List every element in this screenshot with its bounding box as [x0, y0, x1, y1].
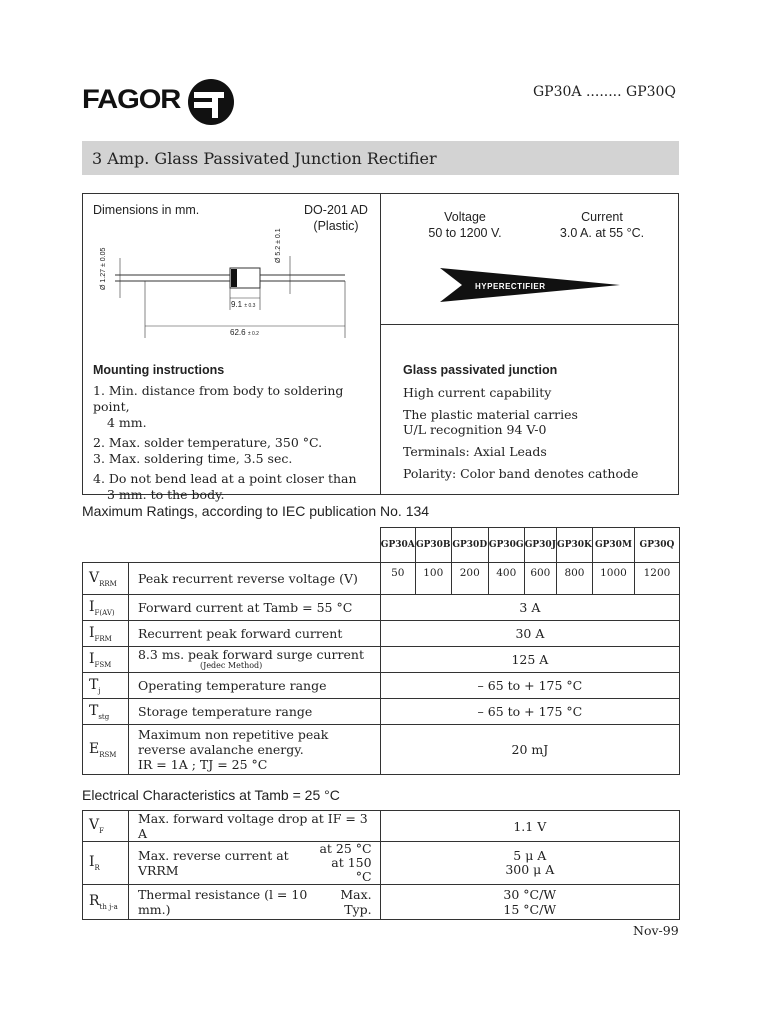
part-range: GP30A ........ GP30Q	[533, 84, 676, 100]
package-type: (Plastic)	[313, 219, 359, 233]
electrical-table	[82, 810, 680, 920]
title-bar	[82, 141, 679, 175]
feature-item: U/L recognition 94 V-0	[403, 422, 547, 437]
dimensions-label: Dimensions in mm.	[93, 203, 200, 217]
lead-diameter: Ø 1.27 ± 0.05	[100, 247, 107, 290]
part-header: GP30A	[380, 528, 415, 563]
divider	[380, 324, 679, 325]
table-row: $I_R$ Max. reverse current at VRRM at 25 °C at 150 °C 5 μ A 300 μ A	[83, 842, 680, 885]
list-item: 3. Max. soldering time, 3.5 sec.	[93, 451, 293, 466]
part-header: GP30B	[415, 528, 451, 563]
part-header: GP30Q	[634, 528, 679, 563]
current-label: Current	[581, 210, 623, 224]
feature-item: Polarity: Color band denotes cathode	[403, 466, 639, 481]
current-value: 3.0 A. at 55 °C.	[559, 226, 645, 240]
divider	[380, 193, 381, 495]
voltage-label: Voltage	[444, 210, 486, 224]
mounting-list	[93, 383, 375, 503]
package-name: DO-201 AD	[304, 203, 368, 217]
electrical-title: Electrical Characteristics at Tamb = 25 °C	[82, 787, 340, 803]
page-title: 3 Amp. Glass Passivated Junction Rectifier	[92, 149, 437, 168]
total-length: 62.6 ± 0.2	[230, 328, 259, 337]
table-row: $T_{stg}$ Storage temperature range – 65 to + 175 °C	[83, 699, 680, 725]
list-item: 3 mm. to the body.	[107, 487, 225, 502]
table-row: $R_{th j-a}$ Thermal resistance (l = 10 mm.) Max. Typ. 30 °C/W 15 °C/W	[83, 885, 680, 920]
body-length: 9.1 ± 0.3	[231, 300, 256, 309]
feature-item: The plastic material carries	[403, 407, 578, 422]
banner-text: HYPERECTIFIER	[475, 282, 546, 291]
table-row: $V_{RRM}$ Peak recurrent reverse voltage (V) 50 100 200 400 600 800 1000 1200	[83, 563, 680, 595]
table-row: $T_j$ Operating temperature range – 65 to + 175 °C	[83, 673, 680, 699]
brand-logo-text: FAGOR	[82, 84, 181, 114]
max-ratings-table	[82, 527, 680, 775]
table-row: $E_{RSM}$ Maximum non repetitive peak reverse avalanche energy. IR = 1A ; TJ = 25 °C 20 mJ	[83, 725, 680, 775]
features-title: Glass passivated junction	[403, 363, 558, 377]
fagor-logo-icon	[186, 78, 236, 126]
feature-item: High current capability	[403, 385, 552, 400]
mounting-title: Mounting instructions	[93, 363, 225, 377]
body-diameter: Ø 5.2 ± 0.1	[275, 228, 282, 263]
diode-dimension-drawing	[100, 228, 360, 343]
part-header: GP30K	[556, 528, 592, 563]
table-row: $V_F$ Max. forward voltage drop at IF = 3 A 1.1 V	[83, 811, 680, 842]
table-row: $I_{FSM}$ 8.3 ms. peak forward surge current (Jedec Method) 125 A	[83, 647, 680, 673]
footer-date: Nov-99	[633, 923, 679, 938]
table-row: $I_{FRM}$ Recurrent peak forward current 30 A	[83, 621, 680, 647]
feature-item: Terminals: Axial Leads	[403, 444, 547, 459]
part-header: GP30M	[592, 528, 634, 563]
list-item: 4. Do not bend lead at a point closer than	[93, 471, 357, 486]
part-header: GP30J	[524, 528, 556, 563]
part-header: GP30G	[488, 528, 524, 563]
max-ratings-title: Maximum Ratings, according to IEC publication No. 134	[82, 503, 430, 519]
list-item: 2. Max. solder temperature, 350 °C.	[93, 435, 323, 450]
part-header: GP30D	[451, 528, 488, 563]
voltage-value: 50 to 1200 V.	[428, 226, 502, 240]
list-item: 1. Min. distance from body to soldering point,	[93, 383, 344, 414]
table-row: $I_{F(AV)}$ Forward current at Tamb = 55 °C 3 A	[83, 595, 680, 621]
list-item: 4 mm.	[107, 415, 147, 430]
